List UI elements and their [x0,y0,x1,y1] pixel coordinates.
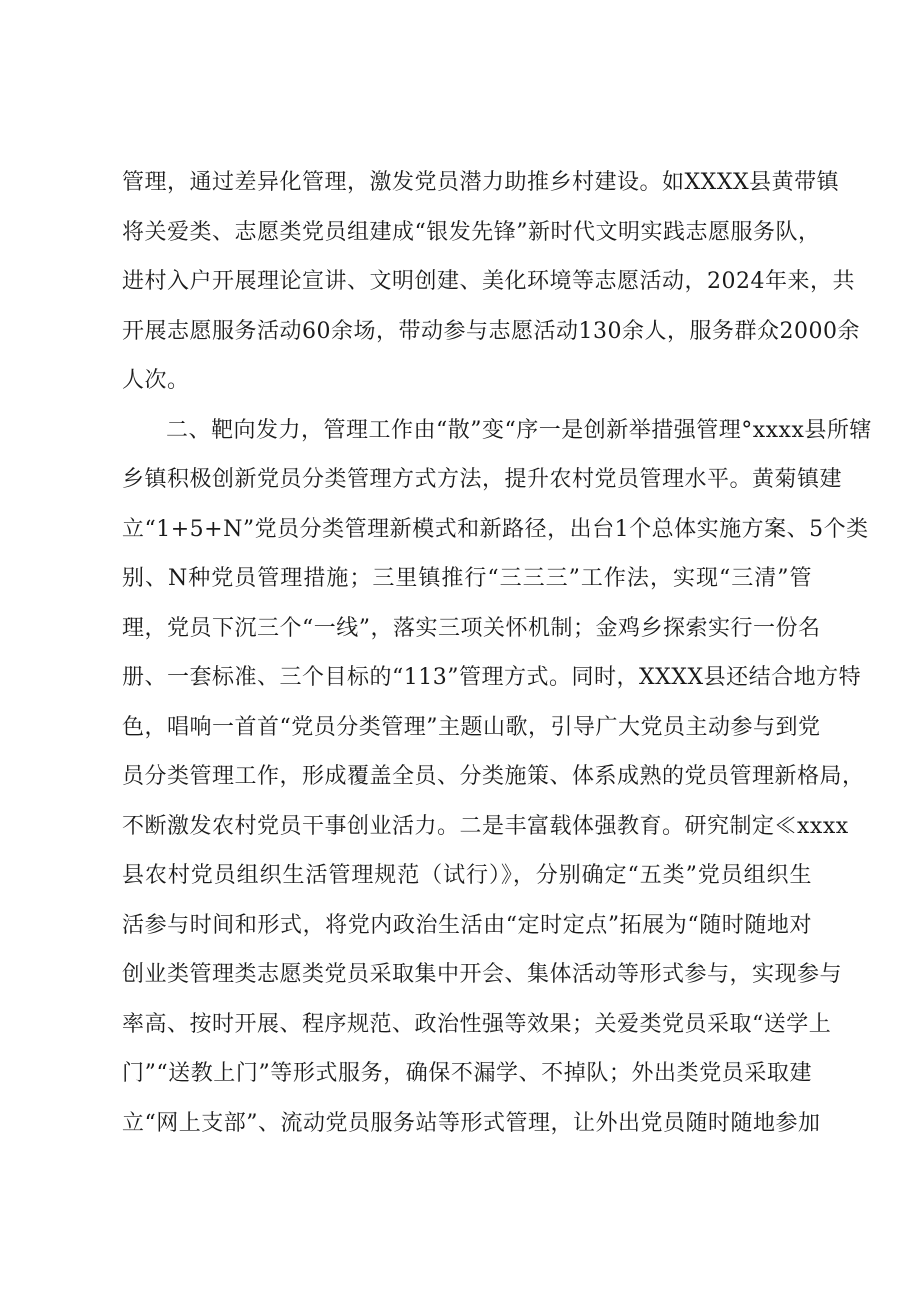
paragraph-line: 册、一套标准、三个目标的“113”管理方式。同时，XXXX县还结合地方特 [122,665,862,690]
paragraph-line: 立“1+5+N”党员分类管理新模式和新路径，出台1个总体实施方案、5个类 [122,517,869,542]
paragraph-line: 县农村党员组织生活管理规范（试行）》，分别确定“五类”党员组织生 [122,863,812,888]
paragraph-line: 别、N种党员管理措施；三里镇推行“三三三”工作法，实现“三清”管 [122,566,812,591]
paragraph-line: 乡镇积极创新党员分类管理方式方法，提升农村党员管理水平。黄菊镇建 [122,467,843,492]
paragraph-line: 率高、按时开展、程序规范、政治性强等效果；关爱类党员采取“送学上 [122,1012,832,1037]
paragraph-line: 开展志愿服务活动60余场，带动参与志愿活动130余人，服务群众2000余 [122,319,860,344]
paragraph-line: 理，党员下沉三个“一线”，落实三项关怀机制；金鸡乡探索实行一份名 [122,616,821,641]
paragraph-line: 立“网上支部”、流动党员服务站等形式管理，让外出党员随时随地参加 [122,1111,821,1136]
paragraph-line: 色，唱响一首首“党员分类管理”主题山歌，引导广大党员主动参与到党 [122,715,821,740]
paragraph-line: 员分类管理工作，形成覆盖全员、分类施策、体系成熟的党员管理新格局， [122,764,865,789]
paragraph-line: 不断激发农村党员干事创业活力。二是丰富载体强教育。研究制定≪xxxx [122,814,849,839]
paragraph-line: 二、靶向发力，管理工作由“散”变“序一是创新举措强管理°xxxx县所辖 [166,418,872,443]
paragraph-line: 创业类管理类志愿类党员采取集中开会、集体活动等形式参与，实现参与 [122,962,843,987]
paragraph-line: 活参与时间和形式，将党内政治生活由“定时定点”拓展为“随时随地对 [122,913,812,938]
paragraph-line: 人次。 [122,368,190,393]
paragraph-line: 管理，通过差异化管理，激发党员潜力助推乡村建设。如XXXX县黄带镇 [122,170,840,195]
paragraph-line: 进村入户开展理论宣讲、文明创建、美化环境等志愿活动，2024年来，共 [122,269,855,294]
paragraph-line: 将关爱类、志愿类党员组建成“银发先锋”新时代文明实践志愿服务队， [122,220,821,245]
paragraph-line: 门”“送教上门”等形式服务，确保不漏学、不掉队；外出类党员采取建 [122,1061,812,1086]
